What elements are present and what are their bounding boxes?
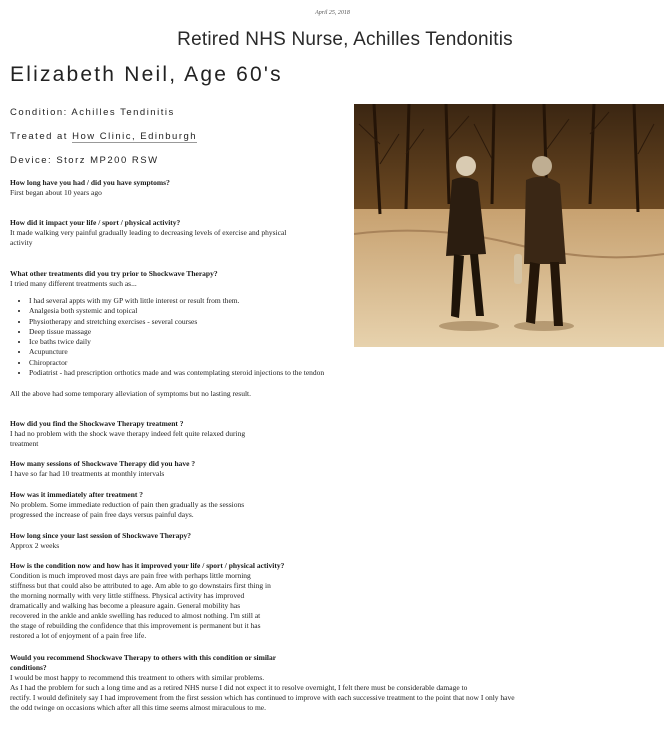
answer-current-condition-line: the morning normally with very little stiffness. Physical activity has improved: [10, 591, 245, 600]
treated-line: [10, 131, 197, 142]
answer-last-session: Approx 2 weeks: [10, 541, 60, 550]
condition-line: Condition: Achilles Tendinitis: [10, 107, 175, 118]
post-date: April 25, 2018: [315, 10, 350, 16]
answer-recommend-line: I would be most happy to recommend this treatment to others with similar problems.: [10, 673, 265, 682]
question-sessions: How many sessions of Shockwave Therapy did you have ?: [10, 459, 196, 468]
list-item: • Physiotherapy and stretching exercises - several courses: [29, 317, 324, 327]
question-symptoms: How long have you had / did you have symptoms?: [10, 178, 170, 187]
answer-recommend-line: As I had the problem for such a long time and as a retired NHS nurse I did not expect it to resolve overnight, I felt there must be considerable damage to: [10, 683, 468, 692]
qa-impact: [10, 218, 286, 248]
question-recommend-line-2: conditions?: [10, 663, 47, 672]
question-current-condition: How is the condition now and how has it improved your life / sport / physical activity?: [10, 561, 285, 570]
list-item: • Deep tissue massage: [29, 327, 324, 337]
answer-current-condition-line: restored a lot of enjoyment of a pain free life.: [10, 631, 147, 640]
treatments-summary: All the above had some temporary alleviation of symptoms but no lasting result.: [10, 389, 251, 398]
list-item: • Podiatrist - had prescription orthotics made and was contemplating steroid injections to the tendon: [29, 368, 324, 378]
qa-current-condition: [10, 561, 284, 641]
clinic-link[interactable]: How Clinic, Edinburgh: [72, 131, 198, 142]
answer-impact-line-2: activity: [10, 238, 33, 247]
treatments-list: [10, 296, 324, 378]
walking-couple-photo: [354, 104, 664, 347]
qa-recommend: [10, 653, 515, 713]
qa-treatment-experience: [10, 419, 245, 449]
answer-current-condition-line: stiffness but that could also be attributed to age. Am able to go downstairs first thing in: [10, 581, 271, 590]
answer-symptoms: First began about 10 years ago: [10, 188, 102, 197]
answer-sessions: I have so far had 10 treatments at monthly intervals: [10, 469, 165, 478]
list-item: • Ice baths twice daily: [29, 337, 324, 347]
qa-last-session: [10, 531, 191, 551]
qa-other-treatments: [10, 269, 218, 289]
question-recommend-line-1: Would you recommend Shockwave Therapy to others with this condition or similar: [10, 653, 277, 662]
qa-symptoms: [10, 178, 170, 198]
answer-current-condition-line: the stage of rebuilding the confidence that this improvement is permanent but it has: [10, 621, 261, 630]
question-after-treatment: How was it immediately after treatment ?: [10, 490, 144, 499]
treated-prefix: Treated at: [10, 131, 73, 142]
answer-after-treatment-line-2: progressed the increase of pain free days versus painful days.: [10, 510, 194, 519]
list-item: • I had several appts with my GP with little interest or result from them.: [29, 296, 324, 306]
answer-recommend-line: the odd twinge on occasions which after all this time seems almost miraculous to me.: [10, 703, 266, 712]
question-last-session: How long since your last session of Shockwave Therapy?: [10, 531, 191, 540]
question-impact: How did it impact your life / sport / physical activity?: [10, 218, 181, 227]
answer-current-condition-line: dramatically and walking has become a pleasure again. General mobility has: [10, 601, 241, 610]
patient-name: Elizabeth Neil, Age 60's: [10, 63, 283, 86]
list-item: • Acupuncture: [29, 347, 324, 357]
answer-other-treatments: I tried many different treatments such as...: [10, 279, 137, 288]
page-title: Retired NHS Nurse, Achilles Tendonitis: [177, 29, 513, 50]
answer-impact-line-1: It made walking very painful gradually leading to decreasing levels of exercise and physical: [10, 228, 287, 237]
answer-current-condition-line: Condition is much improved most days are pain free with perhaps little morning: [10, 571, 251, 580]
question-treatment-experience: How did you find the Shockwave Therapy treatment ?: [10, 419, 184, 428]
qa-sessions: [10, 459, 195, 479]
list-item: • Analgesia both systemic and topical: [29, 306, 324, 316]
answer-treatment-experience-line-2: treatment: [10, 439, 39, 448]
answer-treatment-experience-line-1: I had no problem with the shock wave therapy indeed felt quite relaxed during: [10, 429, 246, 438]
question-other-treatments: What other treatments did you try prior to Shockwave Therapy?: [10, 269, 218, 278]
answer-recommend-line: rectify. I would definitely say I had improvement from the first session which has continued to improve with each successive treatment to the point that now I only have: [10, 693, 515, 702]
answer-current-condition-line: recovered in the ankle and ankle swelling has reduced to almost nothing. I'm still at: [10, 611, 261, 620]
device-line: Device: Storz MP200 RSW: [10, 155, 159, 166]
list-item: • Chiropractor: [29, 358, 324, 368]
qa-after-treatment: [10, 490, 244, 520]
answer-after-treatment-line-1: No problem. Some immediate reduction of pain then gradually as the sessions: [10, 500, 245, 509]
